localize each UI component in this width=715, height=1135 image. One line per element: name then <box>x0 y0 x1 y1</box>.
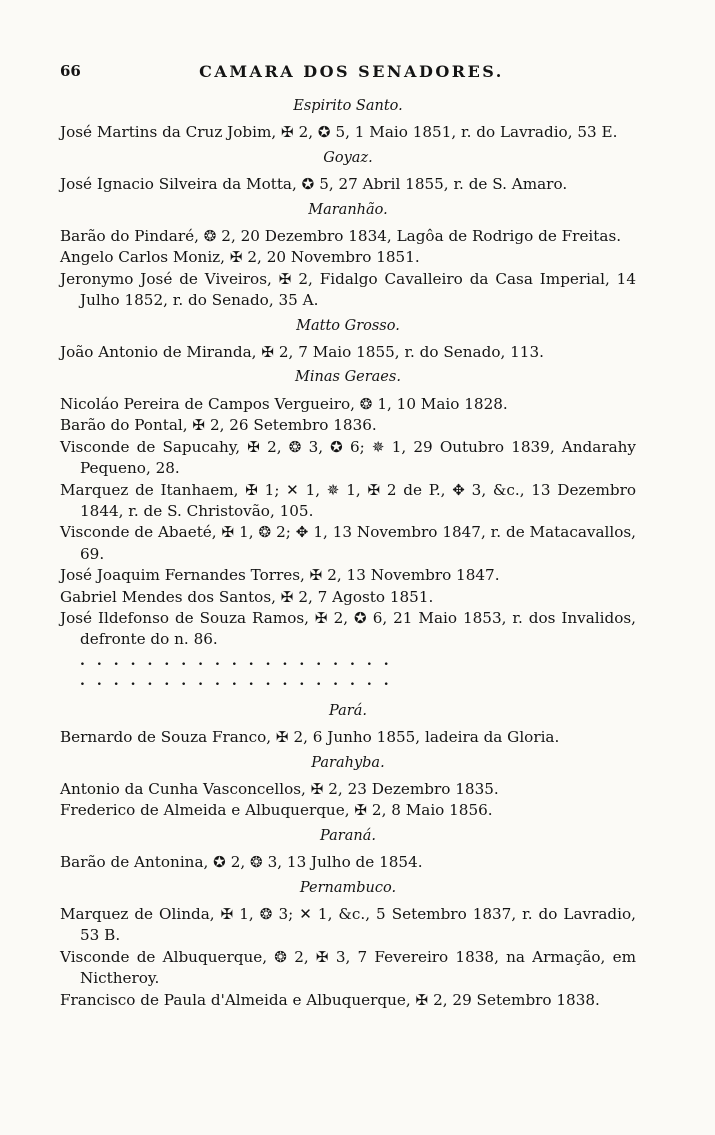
senator-entry: Angelo Carlos Moniz, ✠ 2, 20 Novembro 1851. <box>60 248 420 267</box>
dotted-ellipsis-row: ................... <box>80 652 401 669</box>
senator-entry: Barão do Pindaré, ❂ 2, 20 Dezembro 1834, Lagôa de Rodrigo de Freitas. <box>60 227 622 246</box>
senator-entry: Frederico de Almeida e Albuquerque, ✠ 2, 8 Maio 1856. <box>60 801 493 820</box>
running-title: CAMARA DOS SENADORES. <box>199 62 504 81</box>
page-header <box>60 62 643 86</box>
senator-entry: Marquez de Itanhaem, ✠ 1; ✕ 1, ✵ 1, ✠ 2 de P., ✥ 3, &c., 13 Dezembro 1844, r. de S. Christovão, 105. <box>60 480 636 520</box>
senator-entry: Visconde de Albuquerque, ❂ 2, ✠ 3, 7 Fevereiro 1838, na Armação, em Nictheroy. <box>60 947 636 988</box>
senator-entry: João Antonio de Miranda, ✠ 2, 7 Maio 1855, r. do Senado, 113. <box>60 343 544 362</box>
province-heading: Parahyba. <box>311 754 385 771</box>
senator-entry: Jeronymo José de Viveiros, ✠ 2, Fidalgo Cavalleiro da Casa Imperial, 14 Julho 1852, r. do Senado, 35 A. <box>60 269 636 310</box>
senator-entry: Marquez de Olinda, ✠ 1, ❂ 3; ✕ 1, &c., 5 Setembro 1837, r. do Lavradio, 53 B. <box>60 905 636 945</box>
senator-entry: Barão do Pontal, ✠ 2, 26 Setembro 1836. <box>60 416 377 435</box>
page-body <box>60 92 636 1011</box>
senator-entry: José Ildefonso de Souza Ramos, ✠ 2, ✪ 6, 21 Maio 1853, r. dos Invalidos, defronte do n. 86. <box>60 608 636 649</box>
senator-entry: Francisco de Paula d'Almeida e Albuquerque, ✠ 2, 29 Setembro 1838. <box>60 990 600 1009</box>
senator-entry: Visconde de Sapucahy, ✠ 2, ❂ 3, ✪ 6; ✵ 1, 29 Outubro 1839, Andarahy Pequeno, 28. <box>60 437 636 478</box>
page-number: 66 <box>60 62 81 80</box>
senator-entry: José Ignacio Silveira da Motta, ✪ 5, 27 Abril 1855, r. de S. Amaro. <box>60 175 568 194</box>
dotted-ellipsis-row: ................... <box>80 672 401 689</box>
province-heading: Pará. <box>329 702 367 719</box>
province-heading: Maranhão. <box>308 201 388 218</box>
senator-entry: Visconde de Abaeté, ✠ 1, ❂ 2; ✥ 1, 13 Novembro 1847, r. de Matacavallos, 69. <box>60 523 636 563</box>
province-heading: Minas Geraes. <box>295 369 401 386</box>
province-heading: Goyaz. <box>323 149 373 166</box>
senator-entry: Barão de Antonina, ✪ 2, ❂ 3, 13 Julho de 1854. <box>60 853 423 872</box>
province-heading: Pernambuco. <box>299 879 397 896</box>
senator-entry: Nicoláo Pereira de Campos Vergueiro, ❂ 1, 10 Maio 1828. <box>60 394 508 413</box>
senator-entry: Antonio da Cunha Vasconcellos, ✠ 2, 23 Dezembro 1835. <box>60 779 499 798</box>
province-heading: Matto Grosso. <box>296 317 400 334</box>
province-heading: Paraná. <box>320 827 376 844</box>
senator-entry: Gabriel Mendes dos Santos, ✠ 2, 7 Agosto 1851. <box>60 587 434 606</box>
senator-entry: Bernardo de Souza Franco, ✠ 2, 6 Junho 1855, ladeira da Gloria. <box>60 728 560 747</box>
senator-entry: José Martins da Cruz Jobim, ✠ 2, ✪ 5, 1 Maio 1851, r. do Lavradio, 53 E. <box>60 123 618 142</box>
senator-entry: José Joaquim Fernandes Torres, ✠ 2, 13 Novembro 1847. <box>60 566 500 585</box>
province-heading: Espirito Santo. <box>293 98 403 114</box>
